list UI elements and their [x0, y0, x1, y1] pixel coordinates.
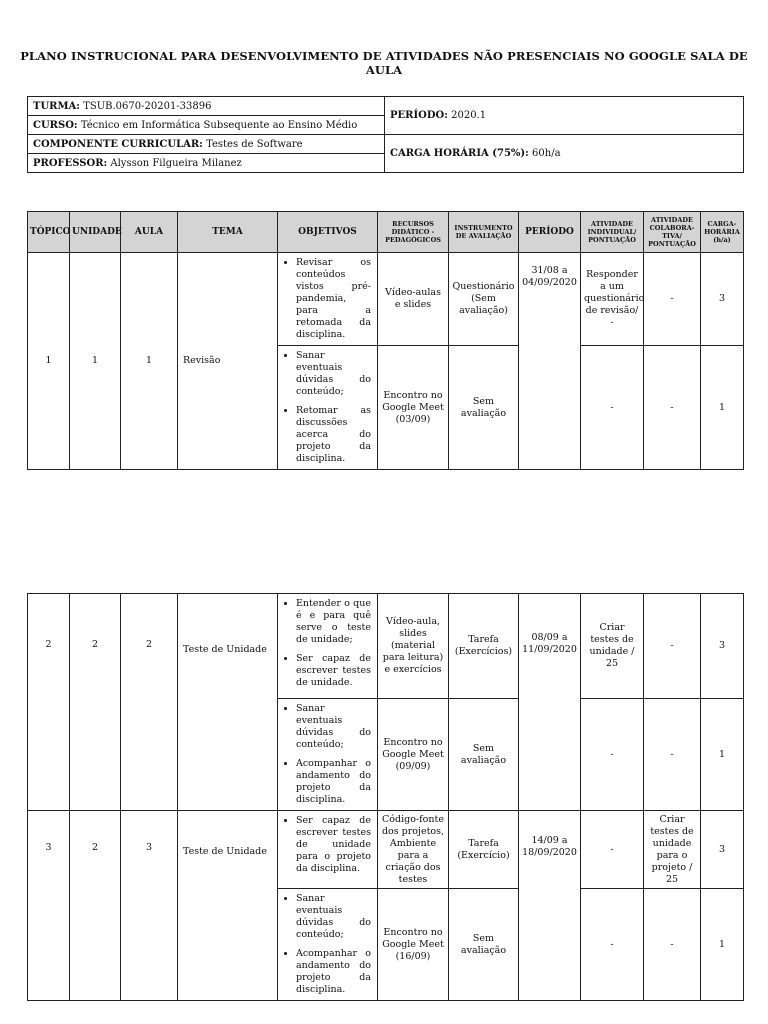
- periodo-field: [385, 97, 744, 135]
- componente-field: [28, 135, 385, 154]
- professor-label: PROFESSOR:: [33, 157, 108, 169]
- carga-label: CARGA HORÁRIA (75%):: [390, 148, 529, 159]
- carga-cell: 1: [701, 346, 744, 470]
- periodo-cell: 08/09 a 11/09/2020: [519, 594, 581, 811]
- curso-field: [28, 116, 385, 135]
- recursos-cell: Código-fonte dos projetos, Ambiente para a criação dos testes: [378, 811, 449, 889]
- instrumento-cell: Sem avaliação: [449, 699, 519, 811]
- professor-field: [28, 154, 385, 173]
- carga-field: [385, 135, 744, 173]
- colaborativa-cell: -: [644, 253, 701, 346]
- header-periodo: PERÍODO: [519, 212, 581, 253]
- tema-cell: Revisão: [178, 253, 278, 470]
- course-info-table: [27, 96, 744, 173]
- instrumento-cell: Questionário (Sem avaliação): [449, 253, 519, 346]
- carga-cell: 3: [701, 594, 744, 699]
- colaborativa-cell: -: [644, 699, 701, 811]
- carga-value: 60h/a: [532, 148, 561, 159]
- objective-item: • Entender o que é e para quê serve o teste de unidade;: [296, 598, 371, 646]
- curso-value: Técnico em Informática Subsequente ao Ensino Médio: [80, 119, 358, 131]
- periodo-label: PERÍODO:: [390, 110, 448, 121]
- objective-item: • Retomar as discussões acerca do projeto da disciplina.: [296, 405, 371, 465]
- individual-cell: -: [581, 811, 644, 889]
- instrumento-cell: Sem avaliação: [449, 889, 519, 1001]
- periodo-value: 2020.1: [451, 110, 487, 121]
- table-row: [28, 594, 744, 699]
- individual-cell: -: [581, 889, 644, 1001]
- tema-cell: Teste de Unidade: [178, 594, 278, 811]
- componente-value: Testes de Software: [206, 138, 303, 150]
- unidade-cell: 2: [70, 594, 121, 811]
- objetivos-cell: [278, 889, 378, 1001]
- header-aula: AULA: [121, 212, 178, 253]
- header-unidade: UNIDADE: [70, 212, 121, 253]
- table-row: [28, 253, 744, 346]
- header-tema: TEMA: [178, 212, 278, 253]
- instrumento-cell: Tarefa (Exercício): [449, 811, 519, 889]
- objective-item: • Ser capaz de escrever testes de unidade para o projeto da disciplina.: [296, 815, 371, 875]
- professor-value: Alysson Filgueira Milanez: [110, 157, 242, 169]
- individual-cell: -: [581, 699, 644, 811]
- header-recursos: RECURSOS DIDÁTICO - PEDAGÓGICOS: [378, 212, 449, 253]
- header-colaborativa: ATIVIDADE COLABORA-TIVA/ PONTUAÇÃO: [644, 212, 701, 253]
- instrumento-cell: Tarefa (Exercícios): [449, 594, 519, 699]
- objective-item: • Sanar eventuais dúvidas do conteúdo;: [296, 350, 371, 398]
- header-topico: TÓPICO: [28, 212, 70, 253]
- periodo-cell: 31/08 a 04/09/2020: [519, 253, 581, 470]
- objetivos-cell: [278, 811, 378, 889]
- topico-cell: 2: [28, 594, 70, 811]
- carga-cell: 3: [701, 253, 744, 346]
- objective-item: • Revisar os conteúdos vistos pré-pandemia, para a retomada da disciplina.: [296, 257, 371, 341]
- recursos-cell: Encontro no Google Meet (03/09): [378, 346, 449, 470]
- instrumento-cell: Sem avaliação: [449, 346, 519, 470]
- carga-cell: 3: [701, 811, 744, 889]
- header-objetivos: OBJETIVOS: [278, 212, 378, 253]
- recursos-cell: Vídeo-aulas e slides: [378, 253, 449, 346]
- turma-value: TSUB.0670-20201-33896: [83, 100, 212, 112]
- objective-item: • Sanar eventuais dúvidas do conteúdo;: [296, 703, 371, 751]
- turma-label: TURMA:: [33, 100, 80, 112]
- individual-cell: -: [581, 346, 644, 470]
- objetivos-cell: [278, 346, 378, 470]
- periodo-cell: 14/09 a 18/09/2020: [519, 811, 581, 1001]
- carga-cell: 1: [701, 889, 744, 1001]
- recursos-cell: Encontro no Google Meet (09/09): [378, 699, 449, 811]
- recursos-cell: Encontro no Google Meet (16/09): [378, 889, 449, 1001]
- unidade-cell: 2: [70, 811, 121, 1001]
- curso-label: CURSO:: [33, 119, 78, 131]
- objective-item: • Sanar eventuais dúvidas do conteúdo;: [296, 893, 371, 941]
- plan-table-part-2: [27, 593, 744, 1001]
- plan-table-part-1: [27, 211, 744, 470]
- recursos-cell: Vídeo-aula, slides (material para leitura) e exercícios: [378, 594, 449, 699]
- document-title: PLANO INSTRUCIONAL PARA DESENVOLVIMENTO DE ATIVIDADES NÃO PRESENCIAIS NO GOOGLE SALA DE AULA: [20, 49, 748, 77]
- colaborativa-cell: -: [644, 889, 701, 1001]
- table-row: [28, 811, 744, 889]
- header-carga: CARGA-HORÁRIA (h/a): [701, 212, 744, 253]
- aula-cell: 1: [121, 253, 178, 470]
- colaborativa-cell: -: [644, 594, 701, 699]
- header-individual: ATIVIDADE INDIVIDUAL/ PONTUAÇÃO: [581, 212, 644, 253]
- individual-cell: Responder a um questionário de revisão/ -: [581, 253, 644, 346]
- objetivos-cell: [278, 699, 378, 811]
- unidade-cell: 1: [70, 253, 121, 470]
- aula-cell: 2: [121, 594, 178, 811]
- carga-cell: 1: [701, 699, 744, 811]
- colaborativa-cell: -: [644, 346, 701, 470]
- header-instrumento: INSTRUMENTO DE AVALIAÇÃO: [449, 212, 519, 253]
- individual-cell: Criar testes de unidade / 25: [581, 594, 644, 699]
- turma-field: [28, 97, 385, 116]
- colaborativa-cell: Criar testes de unidade para o projeto / 25: [644, 811, 701, 889]
- componente-label: COMPONENTE CURRICULAR:: [33, 138, 203, 150]
- aula-cell: 3: [121, 811, 178, 1001]
- objective-item: • Ser capaz de escrever testes de unidade.: [296, 653, 371, 689]
- topico-cell: 1: [28, 253, 70, 470]
- objetivos-cell: [278, 594, 378, 699]
- objective-item: • Acompanhar o andamento do projeto da disciplina.: [296, 948, 371, 996]
- topico-cell: 3: [28, 811, 70, 1001]
- objetivos-cell: [278, 253, 378, 346]
- tema-cell: Teste de Unidade: [178, 811, 278, 1001]
- objective-item: • Acompanhar o andamento do projeto da disciplina.: [296, 758, 371, 806]
- table-header-row: [28, 212, 744, 253]
